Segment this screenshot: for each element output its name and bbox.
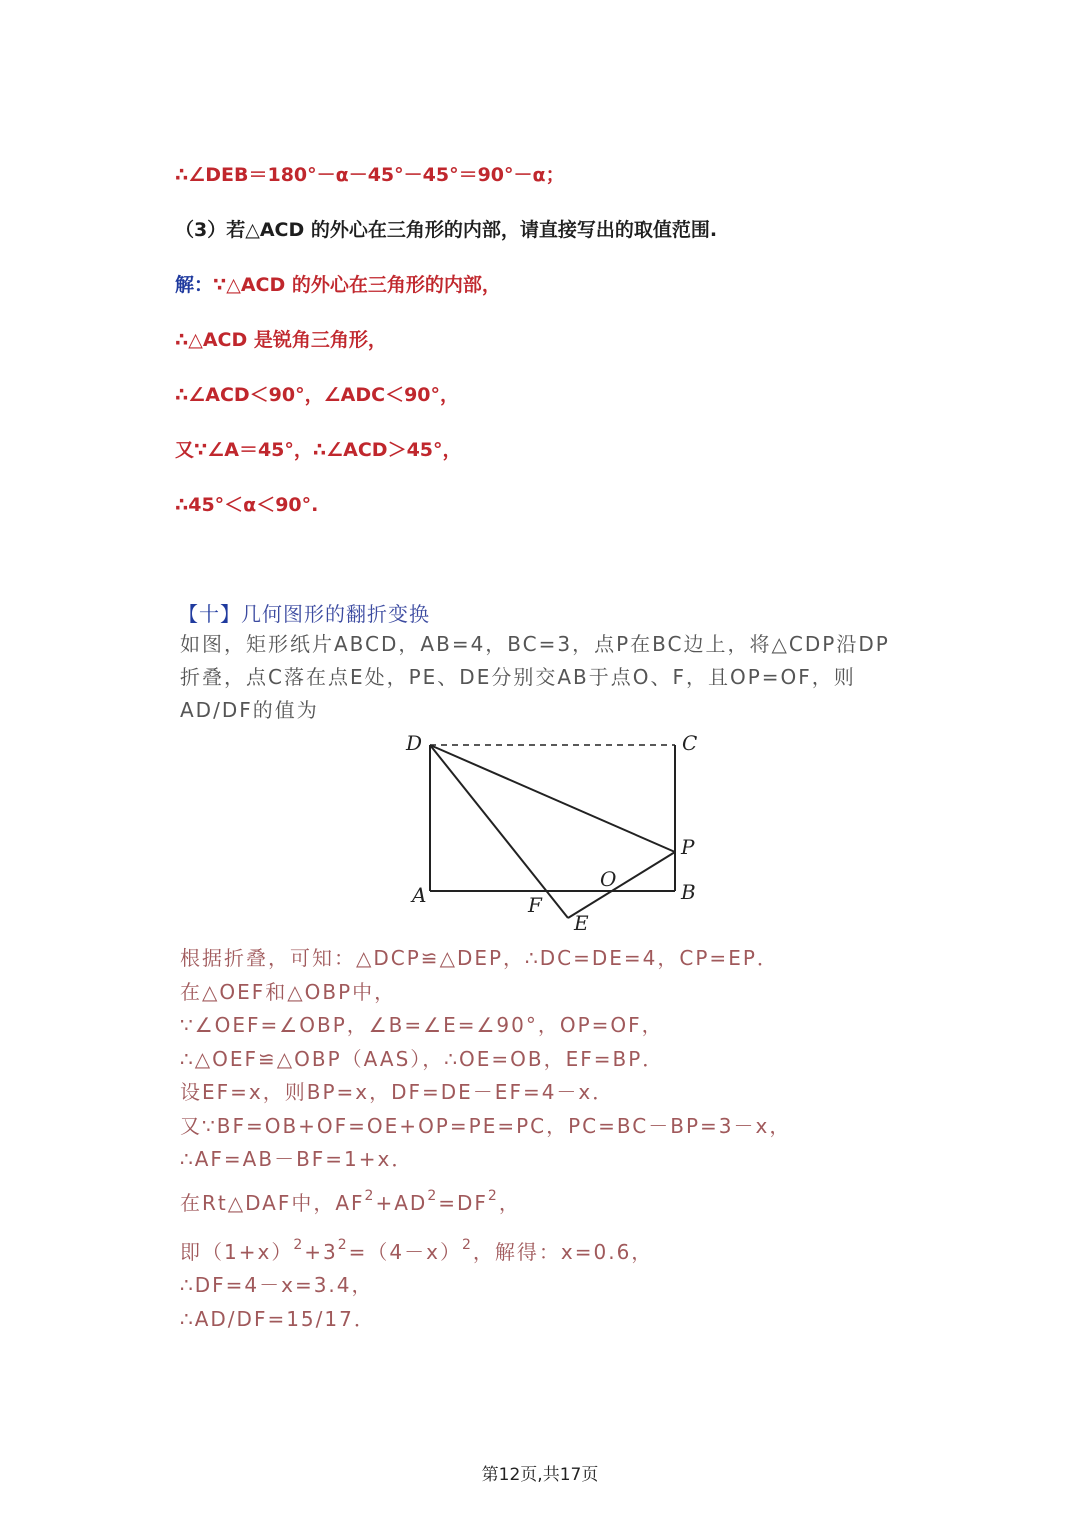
segment-ep [568,852,675,918]
exponent: 2 [461,1237,473,1254]
solution-step: ∴AF=AB－BF=1+x． [180,1147,414,1171]
exponent: 2 [337,1237,349,1254]
solution-step-rt-triangle [180,1187,521,1216]
eq-suffix: ，解得：x=0.6， [472,1240,654,1264]
solution-line: ∴∠ACD＜90°，∠ADC＜90°， [175,384,460,406]
geometry-figure [400,728,720,938]
solution-step: 设EF=x，则BP=x，DF=DE－EF=4－x． [180,1080,615,1104]
label-o: O [600,867,617,891]
solution-step: 根据折叠，可知：△DCP≌△DEP，∴DC=DE=4，CP=EP． [180,946,779,970]
exponent: 2 [293,1237,305,1254]
problem-text: 如图，矩形纸片ABCD，AB=4，BC=3，点P在BC边上，将△CDP沿DP折叠，点C落在点E处，PE、DE分别交AB于点O、F，且OP=OF，则AD/DF的值为 [180,632,890,722]
rt-prefix: 在Rt△DAF中，AF [180,1191,365,1215]
solution-step: ∴DF=4－x=3.4， [180,1273,374,1297]
part2-conclusion: ∴∠DEB＝180°－α－45°－45°＝90°－α； [175,164,565,186]
part3-question: （3）若△ACD 的外心在三角形的内部，请直接写出的取值范围. [175,219,718,241]
eq-prefix: 即（1+x） [180,1240,294,1264]
section-heading [178,598,430,627]
solution-line: ∴45°＜α＜90°. [175,494,319,516]
eq-mid2: =（4－x） [348,1240,462,1264]
exponent: 2 [427,1188,439,1205]
rt-mid1: +AD [375,1191,428,1215]
rt-suffix: ， [498,1191,521,1215]
fold-line-dp [430,745,675,852]
label-b: B [681,880,696,904]
label-e: E [574,911,589,935]
solution-step: 在△OEF和△OBP中， [180,980,397,1004]
segment-de [430,745,568,918]
exponent: 2 [487,1188,499,1205]
eq-mid1: +3 [304,1240,338,1264]
part3-solution-first [175,270,501,297]
solution-step: 又∵BF=OB+OF=OE+OP=PE=PC，PC=BC－BP=3－x， [180,1114,792,1138]
label-p: P [681,835,695,859]
rt-mid2: =DF [438,1191,488,1215]
solution-line: ∵△ACD 的外心在三角形的内部， [213,274,501,296]
solution-step: ∴AD/DF=15/17． [180,1307,376,1331]
solution-line: 又∵∠A＝45°，∴∠ACD＞45°， [175,439,462,461]
solution-step: ∴△OEF≌△OBP（AAS），∴OE=OB，EF=BP． [180,1047,665,1071]
section-title: 几何图形的翻折变换 [241,602,430,626]
solution-label: 解： [175,274,214,296]
label-f: F [528,893,542,917]
exponent: 2 [364,1188,376,1205]
solution-step: ∵∠OEF=∠OBP，∠B=∠E=∠90°，OP=OF， [180,1013,664,1037]
label-d: D [406,731,423,755]
page-number: 第12页,共17页 [481,1465,599,1485]
section-bracket: 【十】 [178,602,241,626]
solution-step-equation [180,1236,653,1265]
solution-line: ∴△ACD 是锐角三角形， [175,329,387,351]
label-a: A [412,883,427,907]
label-c: C [682,731,698,755]
